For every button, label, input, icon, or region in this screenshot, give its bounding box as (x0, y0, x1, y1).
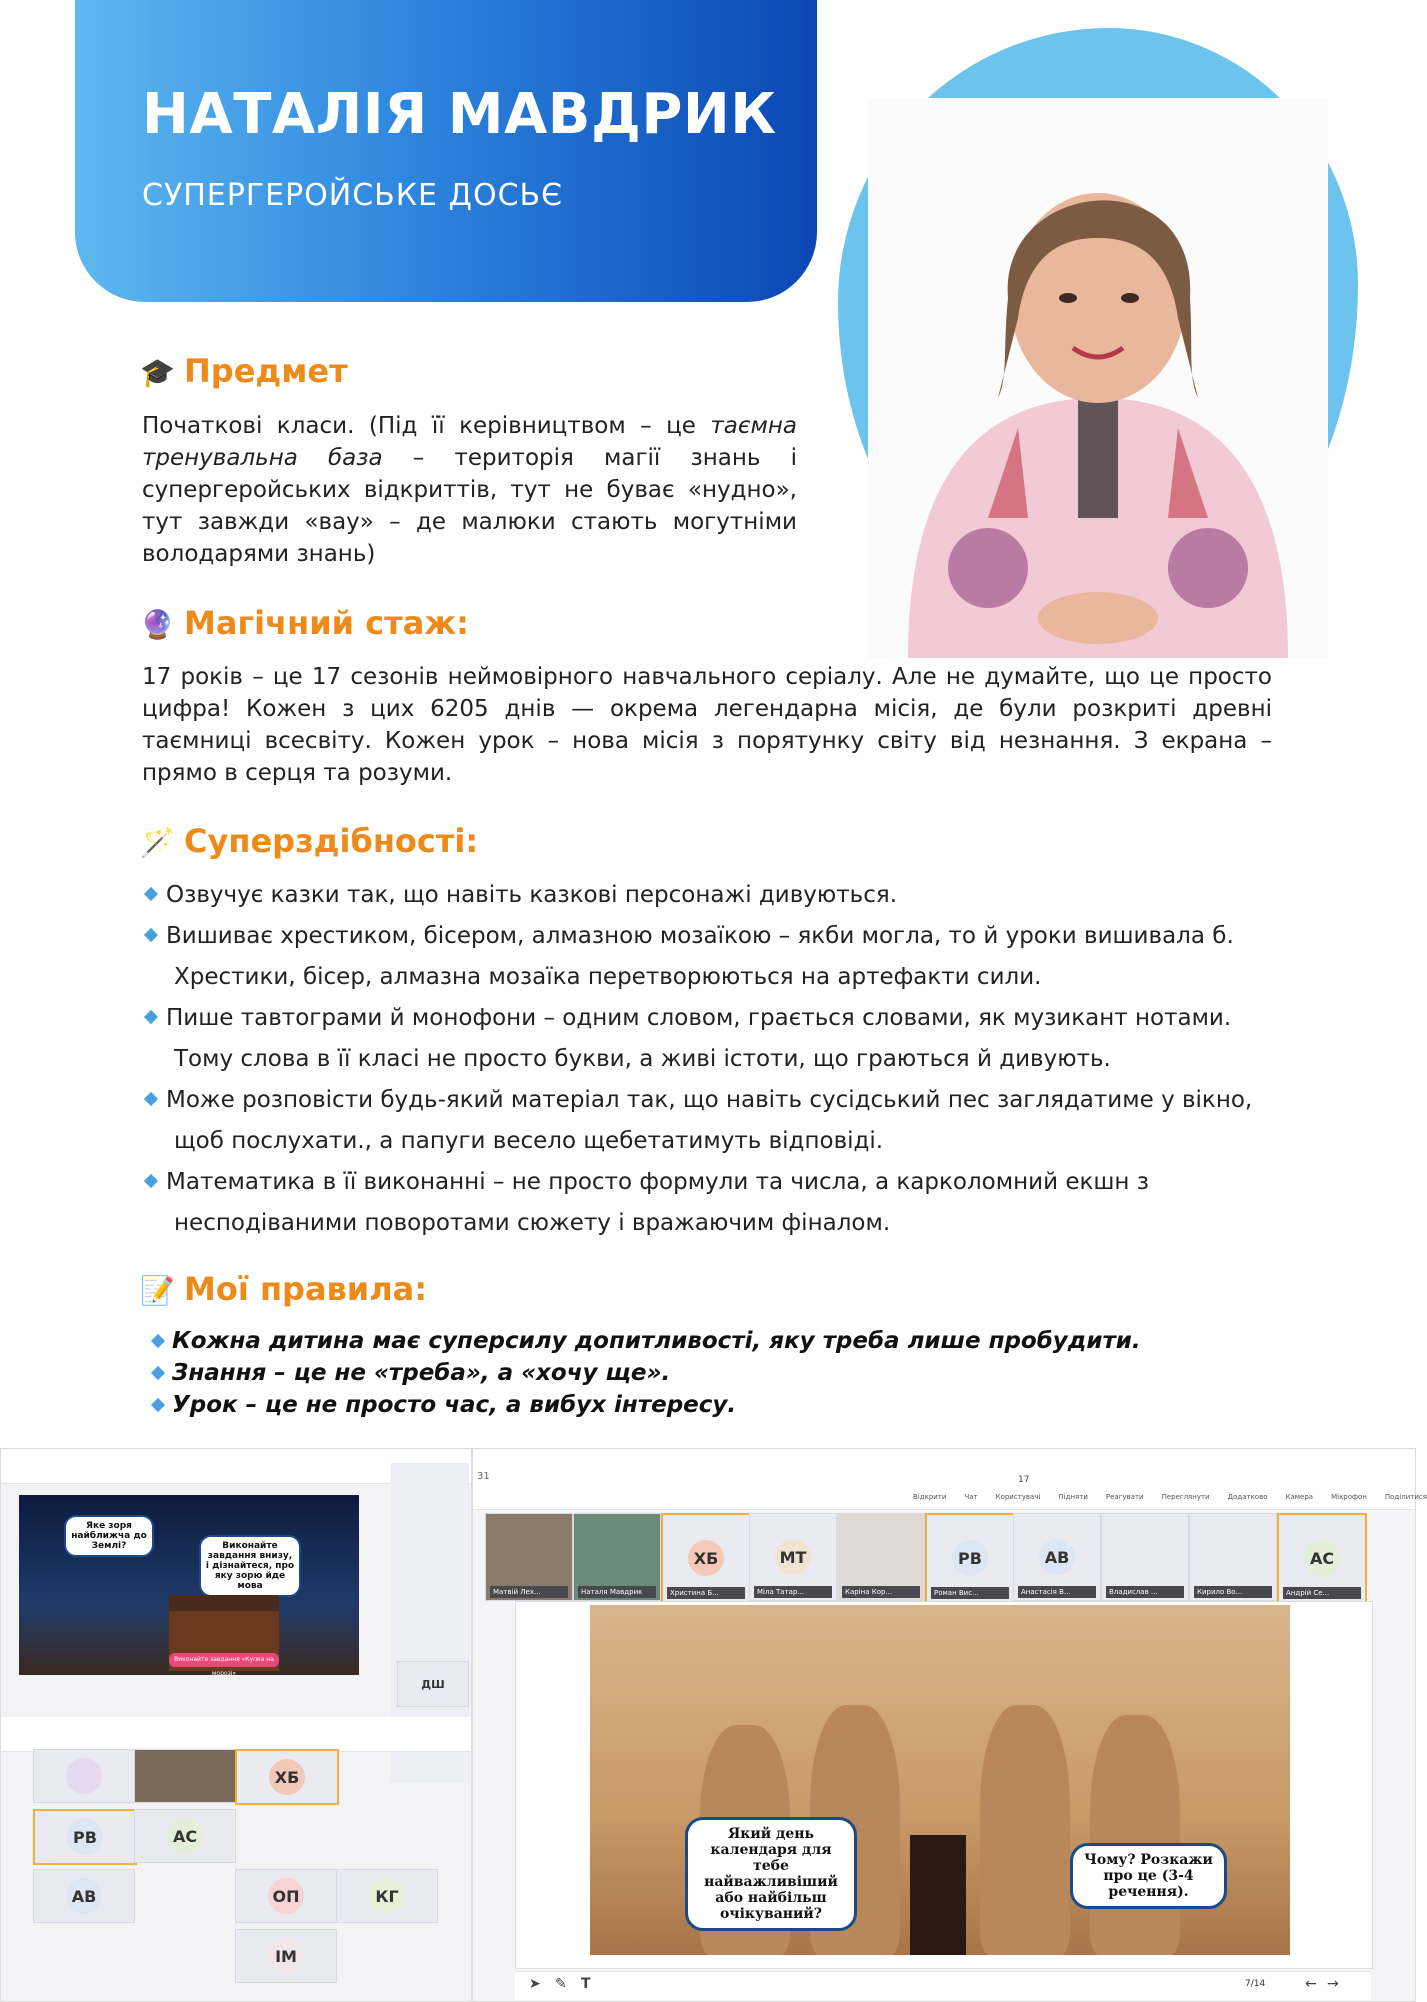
avatar: ХБ (688, 1540, 724, 1576)
participant-tile (235, 1749, 339, 1805)
superpower-text: Вишиває хрестиком, бісером, алмазною мозаїкою – якби могла, то й уроки вишивала б. (166, 923, 1234, 949)
whiteboard-toolbar (515, 1971, 1371, 2000)
participant-name: Матвій Лех... (490, 1586, 568, 1598)
toolbar-label[interactable]: Мікрофон (1331, 1493, 1367, 1501)
participant-tile (235, 1929, 337, 1983)
avatar: МТ (775, 1539, 811, 1575)
toolbar-label[interactable]: Чат (964, 1493, 978, 1501)
experience-title: Магічний стаж: (184, 604, 469, 642)
toolbar-label[interactable]: Додатково (1227, 1493, 1268, 1501)
participant-tile (33, 1869, 135, 1923)
superpowers-title: Суперздібності: (184, 822, 479, 860)
participant-tile (1101, 1513, 1189, 1601)
toolbar (1, 1717, 471, 1752)
superpower-text-cont: Тому слова в її класі не просто букви, а живі істоти, що граються й дивують. (174, 1046, 1111, 1072)
experience-text: 17 років – це 17 сезонів неймовірного навчального серіалу. Але не думайте, що це просто цифра! Кожен з цих 6205 днів — окрема легендарна місія, де були розкриті древні таємниці всесвіту. Кожен урок – нова місія з порятунку світу від незнання. З екрана – прямо в серця та розуми. (142, 664, 1272, 786)
speech-bubble-answer: Чому? Розкажи про це (3-4 речення). (1070, 1843, 1227, 1909)
participant-name: Міла Татар... (754, 1586, 832, 1598)
graduation-cap-icon: 🎓 (140, 356, 175, 389)
crystal-ball-icon: 🔮 (140, 608, 175, 641)
participant-tile (336, 1869, 438, 1923)
participant-name: Каріна Кор... (842, 1586, 920, 1598)
diamond-bullet-icon (144, 1174, 158, 1188)
avatar: ХБ (269, 1759, 305, 1795)
avatar: ДШ (420, 1671, 446, 1697)
temple-door (910, 1835, 966, 1955)
diamond-bullet-icon (151, 1366, 165, 1380)
statue-image (980, 1705, 1070, 1955)
participant-name: Христина Б... (667, 1587, 745, 1599)
statue-image (1090, 1715, 1180, 1955)
toolbar-label[interactable]: Підняти (1058, 1493, 1088, 1501)
rule-text: Кожна дитина має суперсилу допитливості, яку треба лише пробудити. (172, 1328, 1141, 1354)
prev-page-icon[interactable]: ← (1305, 1976, 1317, 1992)
memo-icon: 📝 (140, 1274, 175, 1307)
superpower-text: Озвучує казки так, що навіть казкові персонажі дивуються. (166, 882, 898, 908)
avatar: АС (167, 1818, 203, 1854)
toolbar-label[interactable]: Реагувати (1105, 1493, 1144, 1501)
participant-name: Роман Вис... (931, 1587, 1009, 1599)
toolbar-label[interactable]: Поділитися (1384, 1493, 1427, 1501)
rules-list (150, 1325, 1141, 1421)
participant-tile (1189, 1513, 1277, 1601)
avatar: АВ (1039, 1539, 1075, 1575)
participant-tile (837, 1513, 925, 1601)
section-title-experience (140, 604, 469, 642)
speech-bubble-question: Який день календаря для тебе найважливіший або найбільш очікуваний? (685, 1817, 857, 1931)
rule-text: Урок – це не просто час, а вибух інтересу. (172, 1392, 737, 1418)
participant-tile (397, 1661, 469, 1707)
list-item (142, 916, 1282, 998)
participant-count: 17 (1018, 1475, 1030, 1485)
avatar (66, 1758, 102, 1794)
participant-name: Кирило Во... (1194, 1586, 1272, 1598)
participant-name: Анастасія В... (1018, 1586, 1096, 1598)
superpower-text: Пише тавтограми й монофони – одним словом, грається словами, як музикант нотами. (166, 1005, 1232, 1031)
list-item (150, 1357, 1141, 1389)
subject-text-italic: таємна тренувальна база (142, 413, 797, 471)
participant-tile (33, 1809, 137, 1865)
lesson-screenshot-left (0, 1448, 472, 2002)
participant-name: Андрій Се... (1283, 1587, 1361, 1599)
avatar: АС (1304, 1540, 1340, 1576)
slide-night-scene (19, 1495, 359, 1675)
avatar: ІМ (268, 1938, 304, 1974)
toolbar-label[interactable]: Користувачі (995, 1493, 1041, 1501)
lesson-screenshot-right (472, 1448, 1427, 2002)
participant-tile (485, 1513, 573, 1601)
participant-tile (33, 1749, 135, 1803)
list-item (150, 1325, 1141, 1357)
diamond-bullet-icon (144, 1092, 158, 1106)
page-indicator: 7/14 (1245, 1979, 1266, 1989)
toolbar-labels (913, 1493, 1427, 1501)
toolbar-label[interactable]: Відкрити (913, 1493, 947, 1501)
cursor-icon[interactable]: ➤ (529, 1976, 541, 1992)
list-item (150, 1389, 1141, 1421)
participant-tile (1013, 1513, 1101, 1601)
profile-subtitle: СУПЕРГЕРОЙСЬКЕ ДОСЬЄ (142, 178, 564, 213)
toolbar-label[interactable]: Камера (1285, 1493, 1314, 1501)
diamond-bullet-icon (151, 1334, 165, 1348)
list-item (142, 1080, 1282, 1162)
avatar: РВ (952, 1540, 988, 1576)
slide-egypt (590, 1605, 1290, 1955)
superpower-text: Математика в її виконанні – не просто формули та числа, а карколомний екшн з (166, 1169, 1150, 1195)
avatar: ОП (268, 1878, 304, 1914)
subject-text-prefix: Початкові класи. (Під її керівництвом – це (142, 413, 711, 439)
header-card (75, 0, 817, 302)
magic-wand-icon: 🪄 (140, 826, 175, 859)
list-item (142, 998, 1282, 1080)
toolbar-label[interactable]: Переглянути (1161, 1493, 1210, 1501)
speech-bubble: Виконайте завдання внизу, і дізнайтеся, про яку зорю йде мова (199, 1535, 301, 1597)
participant-tile (925, 1513, 1015, 1603)
diamond-bullet-icon (144, 887, 158, 901)
participant-tile (1277, 1513, 1367, 1603)
avatar: РВ (67, 1819, 103, 1855)
rules-title: Мої правила: (184, 1270, 428, 1308)
participant-tile (573, 1513, 661, 1601)
subject-title: Предмет (184, 352, 348, 390)
section-title-subject (140, 352, 348, 390)
diamond-bullet-icon (144, 928, 158, 942)
rule-text: Знання – це не «треба», а «хочу ще». (172, 1360, 671, 1386)
participant-tile (235, 1869, 337, 1923)
corner-number: 31 (477, 1471, 490, 1482)
participant-tile (749, 1513, 837, 1601)
superpower-text-cont: щоб послухати., а папуги весело щебетатимуть відповіді. (174, 1128, 884, 1154)
photo-portrait (868, 98, 1328, 658)
superpower-text: Може розповісти будь-який матеріал так, що навіть сусідський пес заглядатиме у вікно, (166, 1087, 1253, 1113)
speech-bubble: Яке зоря найближча до Землі? (64, 1515, 154, 1557)
profile-name: НАТАЛІЯ МАВДРИК (142, 82, 777, 147)
participant-tile (661, 1513, 751, 1603)
participant-tile (134, 1749, 236, 1803)
profile-photo (838, 28, 1358, 638)
task-button[interactable]: Виконайте завдання «Купка на морозі» (169, 1653, 279, 1667)
superpowers-list (142, 875, 1282, 1244)
participant-name: Владислав ... (1106, 1586, 1184, 1598)
superpower-text-cont: Хрестики, бісер, алмазна мозаїка перетворюються на артефакти сили. (174, 964, 1042, 990)
section-title-superpowers (140, 822, 478, 860)
section-title-rules (140, 1270, 427, 1308)
participant-tile (134, 1809, 236, 1863)
subject-text (142, 410, 797, 570)
diamond-bullet-icon (151, 1398, 165, 1412)
list-item (142, 1162, 1282, 1244)
list-item (142, 875, 1282, 916)
meeting-toolbar (473, 1449, 1427, 1510)
subject-text-suffix: – територія магії знань і супергеройських відкриттів, тут не буває «нудно», тут завжди «вау» – де малюки стають могутніми володарями знань) (142, 445, 797, 567)
diamond-bullet-icon (144, 1010, 158, 1024)
avatar: АВ (66, 1878, 102, 1914)
participant-name: Наталя Мавдрик (578, 1586, 656, 1598)
text-tool-icon[interactable]: T (581, 1976, 591, 1992)
pencil-icon[interactable]: ✎ (555, 1976, 567, 1992)
superpower-text-cont: несподіваними поворотами сюжету і вражаючим фіналом. (174, 1210, 891, 1236)
next-page-icon[interactable]: → (1327, 1976, 1339, 1992)
avatar: КГ (369, 1878, 405, 1914)
